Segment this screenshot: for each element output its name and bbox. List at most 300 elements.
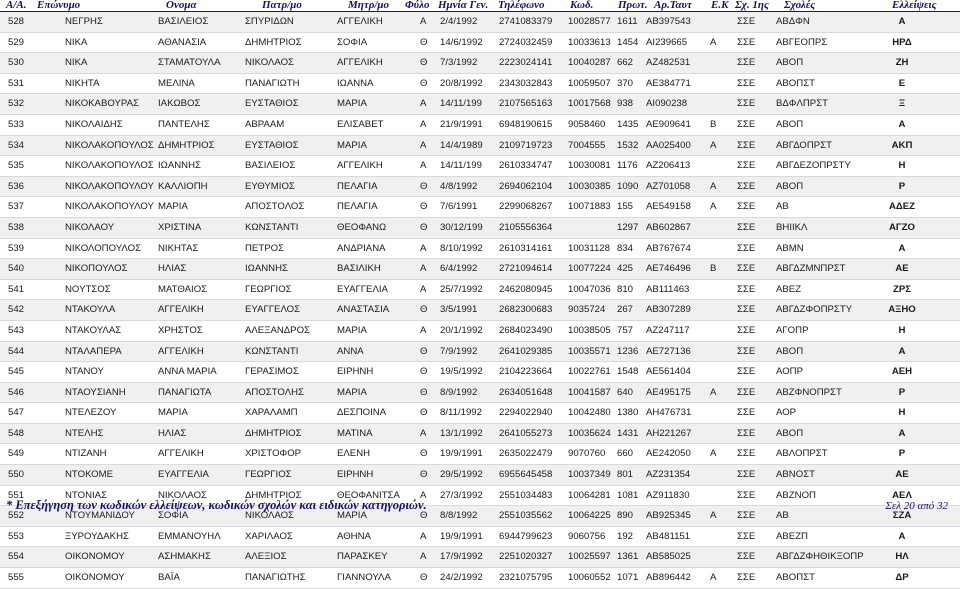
cell-birthdate: 8/9/1992 (440, 386, 478, 398)
table-row (0, 383, 960, 404)
cell-name: ΕΜΜΑΝΟΥΗΛ (158, 530, 221, 542)
cell-protocol: 1090 (617, 180, 639, 192)
cell-missing: Α (898, 530, 906, 542)
cell-id-number: ΑΕ549158 (646, 201, 691, 213)
cell-father: ΝΙΚΟΛΑΟΣ (245, 510, 294, 522)
cell-aa: 555 (8, 572, 25, 584)
cell-code: 10071883 (568, 201, 611, 213)
cell-id-number: ΑΑ025400 (646, 139, 691, 151)
cell-schools: ΑΒΓΕΟΠΡΣ (776, 36, 828, 48)
cell-school1: ΣΣΕ (737, 530, 756, 542)
cell-phone: 2462080945 (499, 283, 553, 295)
cell-sex: Α (420, 16, 427, 27)
cell-id-number: ΑΕ561404 (646, 366, 691, 378)
cell-protocol: 155 (617, 201, 634, 213)
cell-surname: ΟΙΚΟΝΟΜΟΥ (65, 551, 125, 563)
table-row (0, 239, 960, 260)
cell-mother: ΜΑΡΙΑ (337, 98, 367, 110)
cell-birthdate: 27/3/1992 (440, 489, 483, 501)
cell-birthdate: 30/12/199 (440, 221, 483, 233)
cell-birthdate: 14/11/199 (440, 98, 482, 110)
cell-protocol: 425 (617, 263, 634, 275)
cell-schools: ΑΒΓΔΕΖΟΠΡΣΤΥ (776, 160, 851, 172)
cell-father: ΑΛΕΞΑΝΔΡΟΣ (245, 324, 310, 336)
cell-birthdate: 8/8/1992 (440, 510, 478, 522)
table-row (0, 12, 960, 33)
cell-id-number: ΑΒ896442 (646, 572, 691, 584)
cell-sex: Α (420, 324, 427, 336)
cell-ek: Α (710, 201, 717, 213)
cell-birthdate: 7/6/1991 (440, 201, 478, 213)
cell-father: ΑΛΕΞΙΟΣ (245, 551, 287, 563)
cell-id-number: ΑΖ247117 (646, 324, 690, 336)
cell-phone: 2635022479 (499, 448, 553, 460)
cell-school1: ΣΣΕ (737, 510, 756, 522)
cell-phone: 2343032843 (499, 77, 553, 89)
cell-surname: ΝΙΚΗΤΑ (65, 77, 100, 89)
cell-mother: ΑΓΓΕΛΙΚΗ (337, 57, 383, 69)
col-header-protocol: Πρωτ. (618, 0, 648, 11)
cell-protocol: 834 (617, 242, 634, 254)
cell-protocol: 640 (617, 386, 634, 398)
cell-phone: 2251020327 (499, 551, 553, 563)
cell-code: 10022761 (568, 366, 611, 378)
cell-mother: ΕΛΙΣΑΒΕΤ (337, 118, 384, 130)
cell-sex: Α (420, 427, 427, 439)
cell-sex: Θ (420, 180, 428, 192)
cell-schools: ΑΓΟΠΡ (776, 324, 809, 336)
cell-mother: ΕΙΡΗΝΗ (337, 366, 374, 378)
cell-protocol: 1297 (617, 221, 639, 233)
cell-code: 7004555 (568, 139, 606, 151)
cell-birthdate: 3/5/1991 (440, 304, 478, 316)
table-row (0, 362, 960, 383)
cell-missing: Η (898, 324, 906, 336)
cell-aa: 539 (8, 242, 25, 254)
cell-birthdate: 6/4/1992 (440, 263, 478, 275)
cell-missing: Α (898, 16, 906, 27)
cell-code: 10041587 (568, 386, 611, 398)
cell-birthdate: 20/8/1992 (440, 77, 483, 89)
cell-name: ΜΑΡΙΑ (158, 407, 188, 419)
table-row (0, 177, 960, 198)
cell-school1: ΣΣΕ (737, 221, 756, 233)
cell-birthdate: 19/9/1991 (440, 448, 483, 460)
cell-school1: ΣΣΕ (737, 489, 756, 501)
cell-mother: ΑΓΓΕΛΙΚΗ (337, 16, 383, 27)
cell-birthdate: 7/3/1992 (440, 57, 478, 69)
cell-birthdate: 25/7/1992 (440, 283, 483, 295)
cell-mother: ΜΑΡΙΑ (337, 324, 367, 336)
cell-schools: ΑΒΕΖ (776, 283, 802, 295)
cell-code: 10030385 (568, 180, 611, 192)
cell-aa: 549 (8, 448, 25, 460)
cell-father: ΚΩΝΣΤΑΝΤΙ (245, 221, 299, 233)
cell-ek: Α (710, 180, 717, 192)
cell-surname: ΝΤΙΖΑΝΗ (65, 448, 107, 460)
cell-birthdate: 24/2/1992 (440, 572, 483, 584)
cell-id-number: ΑΖ701058 (646, 180, 691, 192)
col-header-missing: Ελλείψεις (892, 0, 937, 11)
cell-protocol: 890 (617, 510, 634, 522)
cell-schools: ΑΒΓΔΖΦΟΠΡΣΤΥ (776, 304, 853, 316)
cell-name: ΧΡΙΣΤΙΝΑ (158, 221, 202, 233)
cell-name: ΚΑΛΛΙΟΠΗ (158, 180, 208, 192)
cell-sex: Α (420, 489, 427, 501)
cell-father: ΝΙΚΟΛΑΟΣ (245, 57, 294, 69)
footnote: * Επεξήγηση των κωδικών ελλείψεων, κωδικών σχολών και ειδικών κατηγοριών. (6, 498, 427, 512)
table-row (0, 300, 960, 321)
cell-aa: 546 (8, 386, 25, 398)
table-row (0, 156, 960, 177)
cell-surname: ΝΤΕΛΕΖΟΥ (65, 407, 117, 419)
col-header-surname: Επώνυμο (37, 0, 81, 11)
cell-name: ΑΓΓΕΛΙΚΗ (158, 345, 204, 357)
cell-missing: ΑΓΖΟ (888, 221, 916, 233)
cell-id-number: ΑΖ482531 (646, 57, 691, 69)
cell-aa: 545 (8, 366, 25, 378)
cell-sex: Θ (420, 57, 428, 69)
col-header-code: Κωδ. (570, 0, 594, 11)
cell-school1: ΣΣΕ (737, 242, 756, 254)
cell-school1: ΣΣΕ (737, 57, 756, 69)
cell-id-number: ΑΕ242050 (646, 448, 691, 460)
cell-school1: ΣΣΕ (737, 386, 756, 398)
cell-aa: 529 (8, 36, 25, 48)
cell-name: ΒΑΪΑ (158, 572, 180, 584)
table-row (0, 321, 960, 342)
cell-missing: ΑΕ (895, 469, 909, 481)
cell-ek: Β (710, 118, 717, 130)
cell-schools: ΑΟΠΡ (776, 366, 803, 378)
cell-id-number: ΑΒ602867 (646, 221, 691, 233)
cell-aa: 543 (8, 324, 25, 336)
cell-school1: ΣΣΕ (737, 572, 756, 584)
cell-protocol: 1435 (617, 118, 639, 130)
cell-name: ΠΑΝΑΓΙΩΤΑ (158, 386, 212, 398)
cell-phone: 2109719723 (499, 139, 553, 151)
cell-birthdate: 7/9/1992 (440, 345, 478, 357)
table-row (0, 136, 960, 157)
col-header-name: Ονομα (166, 0, 197, 11)
col-header-id: Αρ.Ταυτ (654, 0, 692, 11)
cell-surname: ΝΤΑΟΥΣΙΑΝΗ (65, 386, 126, 398)
cell-missing: Ξ (898, 98, 906, 110)
cell-protocol: 1532 (617, 139, 639, 151)
cell-missing: Ρ (898, 448, 906, 460)
cell-father: ΕΥΣΤΑΘΙΟΣ (245, 98, 299, 110)
cell-mother: ΠΑΡΑΣΚΕΥ (337, 551, 388, 563)
cell-id-number: ΑΒ481151 (646, 530, 691, 542)
cell-surname: ΝΤΑΛΑΠΕΡΑ (65, 345, 122, 357)
cell-school1: ΣΣΕ (737, 16, 756, 27)
cell-father: ΧΑΡΑΛΑΜΠ (245, 407, 298, 419)
cell-sex: Α (420, 98, 427, 110)
cell-protocol: 660 (617, 448, 634, 460)
cell-surname: ΝΙΚΟΛΑΚΟΠΟΥΛΟΣ (65, 139, 154, 151)
col-header-aa: Α/Α. (6, 0, 27, 11)
cell-code: 10035624 (568, 427, 611, 439)
cell-school1: ΣΣΕ (737, 345, 756, 357)
cell-name: ΕΥΑΓΓΕΛΙΑ (158, 469, 209, 481)
cell-sex: Θ (420, 572, 428, 584)
cell-ek: Α (710, 448, 717, 460)
cell-protocol: 1081 (617, 489, 639, 501)
cell-missing: ΣΖΑ (892, 510, 912, 522)
cell-sex: Θ (420, 448, 428, 460)
col-header-birthdate: Ημνία Γεν. (438, 0, 489, 11)
cell-sex: Θ (420, 77, 428, 89)
cell-phone: 2610314161 (499, 242, 553, 254)
cell-protocol: 1548 (617, 366, 639, 378)
cell-surname: ΝΙΚΟΛΟΠΟΥΛΟΣ (65, 242, 142, 254)
cell-code: 10033613 (568, 36, 611, 48)
cell-birthdate: 8/10/1992 (440, 242, 483, 254)
cell-code: 10042480 (568, 407, 611, 419)
cell-sex: Θ (420, 201, 428, 213)
table-row (0, 465, 960, 486)
cell-id-number: ΑΒ397543 (646, 16, 691, 27)
cell-aa: 537 (8, 201, 25, 213)
cell-code: 10037349 (568, 469, 611, 481)
cell-name: ΑΣΗΜΑΚΗΣ (158, 551, 211, 563)
cell-sex: Θ (420, 386, 428, 398)
cell-surname: ΝΤΟΝΙΑΣ (65, 489, 108, 501)
cell-surname: ΝΤΕΛΗΣ (65, 427, 104, 439)
cell-birthdate: 14/4/1989 (440, 139, 483, 151)
cell-aa: 547 (8, 407, 25, 419)
cell-schools: ΑΒΟΠΣΤ (776, 572, 815, 584)
cell-father: ΠΑΝΑΓΙΩΤΗ (245, 77, 300, 89)
cell-mother: ΜΑΡΙΑ (337, 510, 367, 522)
cell-ek: Α (710, 572, 717, 584)
cell-schools: ΒΗΙΙΚΛ (776, 221, 808, 233)
cell-code: 10028577 (568, 16, 611, 27)
cell-ek: Β (710, 263, 717, 275)
cell-missing: Α (898, 345, 906, 357)
cell-name: ΑΓΓΕΛΙΚΗ (158, 304, 204, 316)
cell-schools: ΑΒΓΔΖΦΗΘΙΚΞΟΠΡ (776, 551, 864, 563)
cell-missing: Η (898, 407, 906, 419)
cell-phone: 2107565163 (499, 98, 553, 110)
cell-birthdate: 4/8/1992 (440, 180, 478, 192)
cell-sex: Α (420, 242, 427, 254)
cell-mother: ΑΝΑΣΤΑΣΙΑ (337, 304, 390, 316)
cell-phone: 2104223664 (499, 366, 553, 378)
col-header-school1: Σχ. 1ης (735, 0, 769, 11)
cell-phone: 2105556364 (499, 221, 553, 233)
cell-schools: ΑΒΝΟΣΤ (776, 469, 815, 481)
table-row (0, 115, 960, 136)
cell-school1: ΣΣΕ (737, 427, 756, 439)
cell-id-number: ΑΒ767674 (646, 242, 691, 254)
cell-ek: Α (710, 36, 717, 48)
cell-father: ΕΥΘΥΜΙΟΣ (245, 180, 295, 192)
cell-id-number: ΑΕ909641 (646, 118, 691, 130)
cell-school1: ΣΣΕ (737, 77, 756, 89)
cell-name: ΙΩΑΝΝΗΣ (158, 160, 201, 172)
cell-code: 10038505 (568, 324, 611, 336)
table-row (0, 74, 960, 95)
cell-id-number: ΑΒ307289 (646, 304, 691, 316)
cell-code: 9058460 (568, 118, 606, 130)
cell-schools: ΑΒΕΖΠ (776, 530, 808, 542)
table-row (0, 218, 960, 239)
cell-surname: ΞΥΡΟΥΔΑΚΗΣ (65, 530, 129, 542)
cell-surname: ΝΙΚΟΚΑΒΟΥΡΑΣ (65, 98, 139, 110)
cell-missing: ΑΕΛ (892, 489, 912, 501)
cell-protocol: 1361 (617, 551, 639, 563)
cell-birthdate: 20/1/1992 (440, 324, 483, 336)
col-header-mother: Μητρ/μο (348, 0, 390, 11)
cell-aa: 542 (8, 304, 25, 316)
cell-name: ΣΤΑΜΑΤΟΥΛΑ (158, 57, 221, 69)
cell-sex: Θ (420, 366, 428, 378)
cell-birthdate: 17/9/1992 (440, 551, 483, 563)
cell-protocol: 662 (617, 57, 634, 69)
cell-school1: ΣΣΕ (737, 263, 756, 275)
table-row (0, 197, 960, 218)
cell-surname: ΝΤΑΝΟΥ (65, 366, 104, 378)
cell-id-number: ΑΒ925345 (646, 510, 691, 522)
cell-phone: 2684023490 (499, 324, 553, 336)
cell-phone: 2641055273 (499, 427, 553, 439)
cell-father: ΓΕΩΡΓΙΟΣ (245, 283, 292, 295)
table-row (0, 53, 960, 74)
cell-protocol: 801 (617, 469, 634, 481)
col-header-schools: Σχολές (784, 0, 816, 11)
table-header (0, 0, 960, 12)
cell-name: ΔΗΜΗΤΡΙΟΣ (158, 139, 215, 151)
cell-surname: ΝΙΚΟΠΟΥΛΟΣ (65, 263, 128, 275)
cell-sex: Α (420, 118, 427, 130)
cell-sex: Α (420, 283, 427, 295)
cell-father: ΕΥΑΓΓΕΛΟΣ (245, 304, 301, 316)
cell-phone: 2610334747 (499, 160, 553, 172)
cell-surname: ΝΙΚΟΛΑΚΟΠΟΥΛΟΥ (65, 180, 154, 192)
cell-sex: Α (420, 263, 427, 275)
cell-schools: ΑΒΟΠ (776, 427, 804, 439)
cell-missing: ΔΡ (895, 572, 909, 584)
cell-code: 10035571 (568, 345, 611, 357)
cell-schools: ΑΒΟΠ (776, 345, 804, 357)
cell-missing: Α (898, 118, 906, 130)
cell-surname: ΝΙΚΑ (65, 57, 88, 69)
cell-id-number: ΑΗ476731 (646, 407, 692, 419)
cell-ek: Α (710, 510, 717, 522)
cell-schools: ΑΒΟΠ (776, 180, 804, 192)
cell-father: ΓΕΡΑΣΙΜΟΣ (245, 366, 299, 378)
cell-surname: ΝΤΑΚΟΥΛΑ (65, 304, 116, 316)
cell-protocol: 192 (617, 530, 634, 542)
cell-protocol: 1236 (617, 345, 639, 357)
table-row (0, 547, 960, 568)
cell-id-number: ΑΖ911830 (646, 489, 690, 501)
table-row (0, 568, 960, 589)
cell-schools: ΑΒ (776, 510, 789, 522)
cell-school1: ΣΣΕ (737, 160, 756, 172)
cell-missing: Η (898, 160, 906, 172)
cell-missing: Ε (898, 77, 906, 89)
cell-phone: 2741083379 (499, 16, 553, 27)
cell-id-number: ΑΙ239665 (646, 36, 688, 48)
cell-sex: Θ (420, 345, 428, 357)
page-number: Σελ 20 από 32 (885, 500, 948, 512)
cell-aa: 528 (8, 16, 25, 27)
cell-birthdate: 2/4/1992 (440, 16, 478, 27)
cell-sex: Θ (420, 407, 428, 419)
cell-phone: 2223024141 (499, 57, 553, 69)
table-row (0, 94, 960, 115)
cell-phone: 6948190615 (499, 118, 553, 130)
cell-sex: Θ (420, 36, 428, 48)
cell-protocol: 938 (617, 98, 634, 110)
cell-protocol: 1611 (617, 16, 638, 27)
cell-name: ΑΘΑΝΑΣΙΑ (158, 36, 207, 48)
cell-school1: ΣΣΕ (737, 118, 756, 130)
cell-protocol: 757 (617, 324, 634, 336)
cell-code: 10077224 (568, 263, 611, 275)
cell-surname: ΝΕΓΡΗΣ (65, 16, 103, 27)
cell-phone: 2321075795 (499, 572, 553, 584)
cell-aa: 533 (8, 118, 25, 130)
cell-aa: 535 (8, 160, 25, 172)
cell-mother: ΑΝΝΑ (337, 345, 364, 357)
cell-mother: ΑΝΔΡΙΑΝΑ (337, 242, 386, 254)
cell-father: ΔΗΜΗΤΡΙΟΣ (245, 36, 302, 48)
cell-school1: ΣΣΕ (737, 36, 756, 48)
table-row (0, 342, 960, 363)
cell-school1: ΣΣΕ (737, 448, 756, 460)
cell-code: 10030081 (568, 160, 611, 172)
cell-protocol: 1454 (617, 36, 639, 48)
cell-surname: ΝΤΑΚΟΥΛΑΣ (65, 324, 122, 336)
table-row (0, 424, 960, 445)
cell-aa: 551 (8, 489, 25, 501)
cell-father: ΑΠΟΣΤΟΛΗΣ (245, 386, 304, 398)
col-header-phone: Τηλέφωνο (498, 0, 545, 11)
cell-mother: ΣΟΦΙΑ (337, 36, 368, 48)
cell-surname: ΝΙΚΟΛΑΚΟΠΟΥΛΟΣ (65, 160, 154, 172)
cell-surname: ΝΙΚΟΛΑΚΟΠΟΥΛΟΥ (65, 201, 154, 213)
cell-aa: 541 (8, 283, 25, 295)
cell-birthdate: 8/11/1992 (440, 407, 482, 419)
table-row (0, 33, 960, 54)
cell-father: ΧΑΡΙΛΑΟΣ (245, 530, 293, 542)
cell-school1: ΣΣΕ (737, 407, 756, 419)
cell-mother: ΜΑΡΙΑ (337, 139, 367, 151)
cell-phone: 2299068267 (499, 201, 553, 213)
cell-father: ΔΗΜΗΤΡΙΟΣ (245, 489, 302, 501)
cell-father: ΑΠΟΣΤΟΛΟΣ (245, 201, 305, 213)
cell-school1: ΣΣΕ (737, 469, 756, 481)
cell-id-number: ΑΕ727136 (646, 345, 691, 357)
cell-missing: ΑΕΗ (891, 366, 913, 378)
cell-name: ΜΕΛΙΝΑ (158, 77, 195, 89)
cell-aa: 530 (8, 57, 25, 69)
cell-aa: 552 (8, 510, 25, 522)
cell-missing: ΖΗ (895, 57, 909, 69)
cell-schools: ΑΒΔΦΝ (776, 16, 810, 27)
cell-code: 9070760 (568, 448, 606, 460)
cell-id-number: ΑΙ090238 (646, 98, 688, 110)
cell-id-number: ΑΒ111463 (646, 283, 690, 295)
cell-phone: 2551034483 (499, 489, 553, 501)
cell-name: ΑΓΓΕΛΙΚΗ (158, 448, 204, 460)
cell-surname: ΝΟΥΤΣΟΣ (65, 283, 111, 295)
cell-surname: ΝΤΟΥΜΑΝΙΔΟΥ (65, 510, 135, 522)
cell-mother: ΜΑΡΙΑ (337, 386, 367, 398)
